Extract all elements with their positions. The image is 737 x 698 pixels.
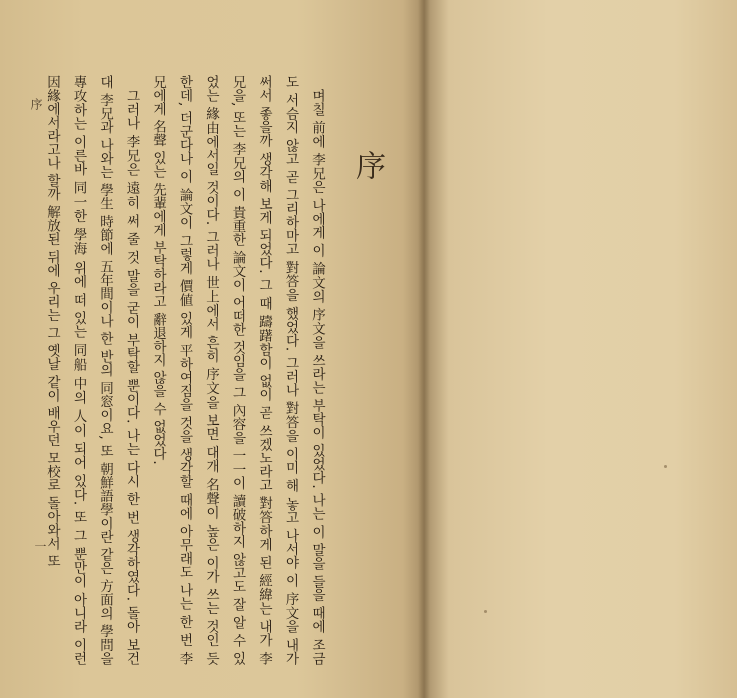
- page-title: 序: [350, 150, 385, 181]
- paragraph-2: 그러나 李兄은 遠히 써 줄 것 말을 굳이 부탁할 뿐이다. 나는 다시 한 번 생각하였다. 돌아 보건대 李兄과 나와는 學生 時節에 五年間이나 한 반의 同窓이요, 또 朝鮮語學이란 같은 方面의 學問을 專攻하는 이른바 同一한 學海 위에 떠 있는 同船 中의 人이 되어 있다. 또 그 뿐만이 아니라 이런 因緣에서라고나 할까 解放된 뒤에 우리는 그 옛날 같이 배우던 모校로 돌아와서 또: [44, 75, 140, 665]
- book-gutter: [418, 0, 430, 698]
- right-page-blank: [424, 0, 737, 698]
- preface-body: [30, 75, 330, 665]
- page-number: 一: [33, 540, 47, 553]
- paper-speck: [484, 610, 487, 613]
- paper-speck: [664, 465, 667, 468]
- running-head: 序: [29, 98, 43, 111]
- paragraph-1: 며칠 前에 李兄은 나에게 이 論文의 序文을 쓰라는 부탁이 있었다. 나는 이 말을 들을 때에 조금도 서슴지 않고 곧 그리하마고 對答을 했었다. 그러나 對答을 이미 해 놓고 나서야 이 序文을 내가 써서 좋을까 생각해 보게 되었다. 그 때 躊躇함이 없이 곧 쓰겠노라고 對答하게 된 經緯는 내가 李兄을, 또는 李兄의 이 貴重한 論文이 어떠한 것임을 그 內容을 一一이 讀破하지 않고도 잘 알 수 있었는 緣由에서일 것이다. 그러나 世上에서 흔히 序文을 보면 대개 名聲이 높은 이가 쓰는 것인 듯한데, 더군다나 이 論文이 그렇게 價値 있게 平하여짐을 것을 생각할 때에 아무래도 나는 한 번 李兄에게 名聲 있는 先輩에게 부탁하라고 辭退하지 않을 수 없었다.: [150, 75, 325, 665]
